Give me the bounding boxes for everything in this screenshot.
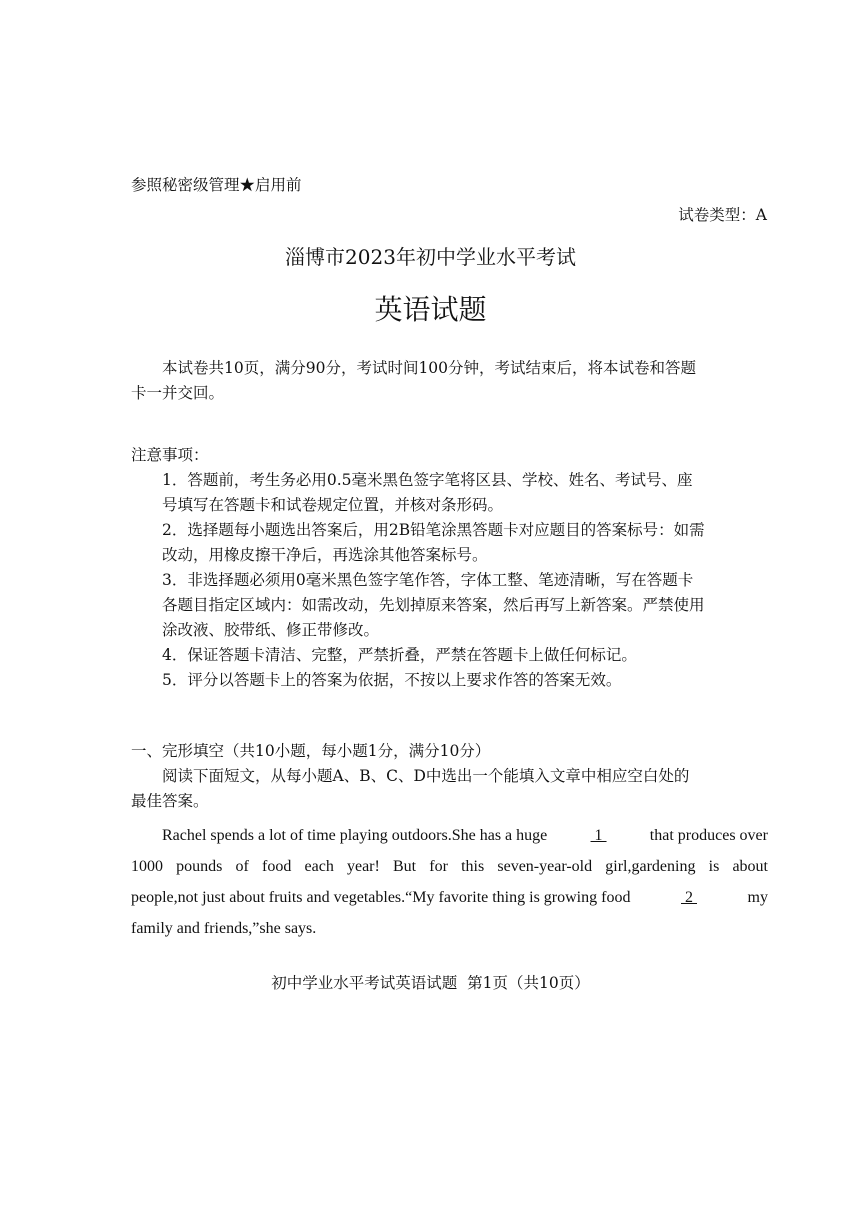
subject-title: 英语试题: [374, 293, 487, 326]
notice-line: 涂改液、胶带纸、修正带修改。: [162, 621, 380, 639]
secrecy-label: 参照秘密级管理★启用前: [131, 176, 302, 194]
section-instructions: [131, 764, 771, 814]
notice-line: 4．保证答题卡清洁、完整，严禁折叠，严禁在答题卡上做任何标记。: [162, 646, 637, 664]
passage-line: [131, 820, 768, 851]
passage-text: Rachel spends a lot of time playing outdoors.She has a huge: [162, 827, 548, 844]
notice-line: 2．选择题每小题选出答案后，用2B铅笔涂黑答题卡对应题目的答案标号：如需: [162, 521, 705, 539]
reading-passage: [131, 820, 768, 944]
instruction-line: 最佳答案。: [131, 792, 209, 810]
section-heading: 一、完形填空（共10小题，每小题1分，满分10分）: [131, 742, 491, 760]
exam-title: 淄博市2023年初中学业水平考试: [285, 245, 576, 269]
blank-2: 2: [681, 889, 697, 906]
passage-text: my: [747, 889, 768, 906]
intro-line: 卡一并交回。: [131, 384, 225, 402]
notice-line: 5．评分以答题卡上的答案为依据，不按以上要求作答的答案无效。: [162, 671, 622, 689]
notice-line: 1．答题前，考生务必用0.5毫米黑色签字笔将区县、学校、姓名、考试号、座: [162, 471, 693, 489]
passage-line: [131, 882, 768, 913]
passage-line: family and friends,”she says.: [131, 920, 317, 937]
passage-line: 1000 pounds of food each year! But for this seven-year-old girl,gardening is about: [131, 858, 768, 875]
blank-1: 1: [590, 827, 607, 844]
passage-text: people,not just about fruits and vegetables.“My favorite thing is growing food: [131, 889, 631, 906]
intro-line: 本试卷共10页，满分90分，考试时间100分钟，考试结束后，将本试卷和答题: [162, 359, 697, 377]
intro-paragraph: [131, 356, 771, 406]
notice-list: [162, 468, 772, 693]
page-footer: 初中学业水平考试英语试题 第1页（共10页）: [271, 974, 590, 992]
notice-line: 3．非选择题必须用0毫米黑色签字笔作答，字体工整、笔迹清晰，写在答题卡: [162, 571, 694, 589]
notice-line: 各题目指定区域内：如需改动，先划掉原来答案，然后再写上新答案。严禁使用: [162, 596, 705, 614]
instruction-line: 阅读下面短文，从每小题A、B、C、D中选出一个能填入文章中相应空白处的: [162, 767, 690, 785]
paper-type: 试卷类型：A: [678, 206, 767, 224]
notice-line: 改动，用橡皮擦干净后，再选涂其他答案标号。: [162, 546, 488, 564]
notice-line: 号填写在答题卡和试卷规定位置，并核对条形码。: [162, 496, 504, 514]
passage-text: that produces over: [649, 827, 768, 844]
notice-heading: 注意事项：: [131, 446, 209, 464]
